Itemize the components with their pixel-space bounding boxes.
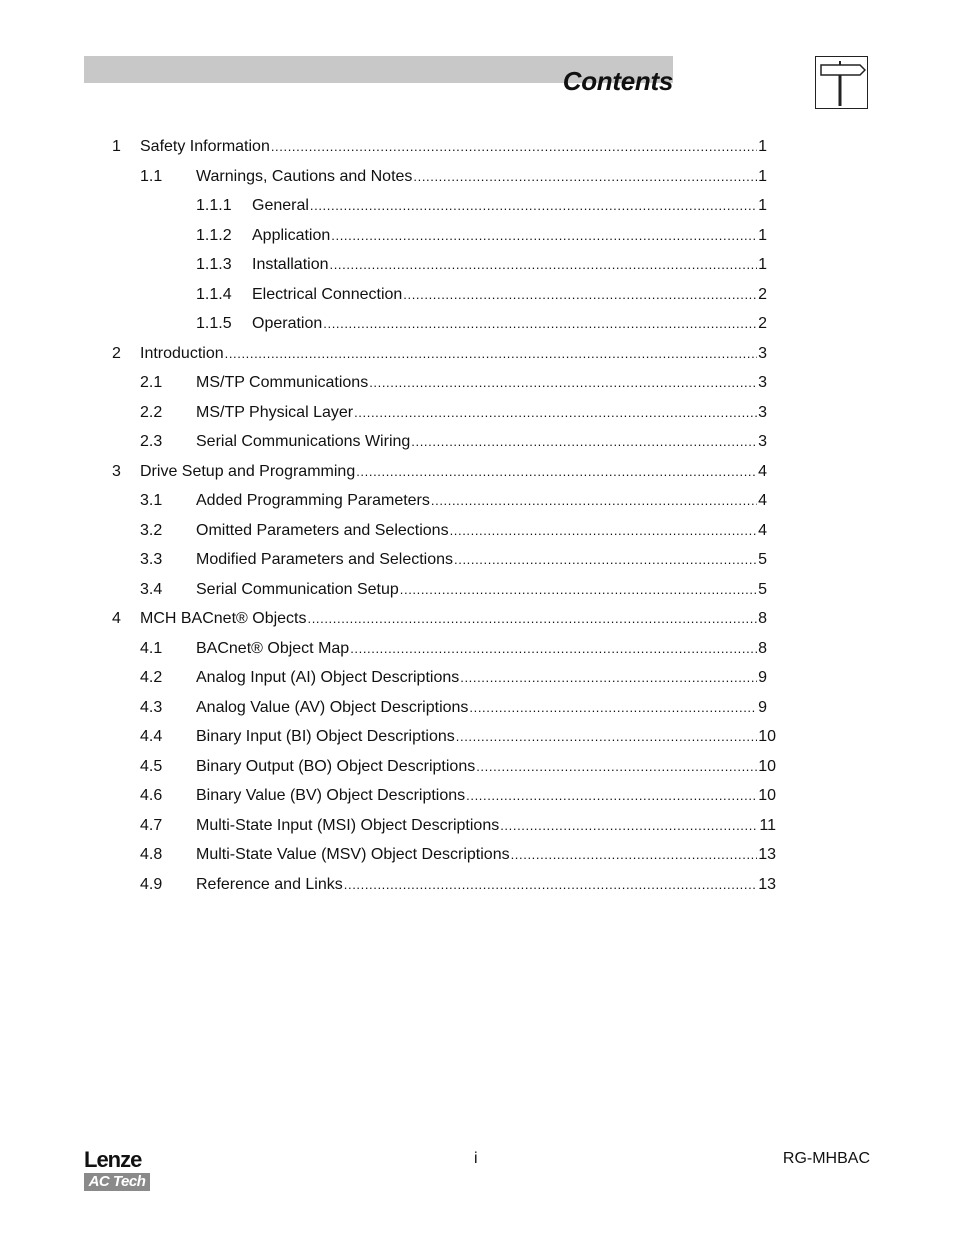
toc-number: 4.1 (140, 639, 163, 657)
toc-title: Analog Value (AV) Object Descriptions (196, 698, 469, 716)
toc-page-number: 13 (758, 846, 776, 863)
toc-leader-dots (308, 606, 758, 632)
toc-entry (252, 223, 767, 249)
toc-title: Omitted Parameters and Selections (196, 521, 449, 539)
toc-row[interactable] (0, 370, 954, 396)
toc-row[interactable] (0, 636, 954, 662)
toc-number: 4.8 (140, 846, 163, 863)
toc-title: Modified Parameters and Selections (196, 551, 454, 568)
toc-entry (196, 400, 767, 426)
toc-number: 1.1.1 (196, 197, 232, 214)
toc-number: 4.5 (140, 757, 163, 775)
toc-title: Application (252, 226, 331, 244)
toc-title: Binary Input (BI) Object Descriptions (196, 728, 455, 745)
toc-number: 1.1.2 (196, 226, 232, 244)
toc-leader-dots (466, 783, 757, 809)
toc-leader-dots (511, 842, 758, 868)
toc-entry (196, 724, 776, 750)
toc-entry (196, 518, 767, 544)
toc-number: 3.3 (140, 551, 163, 568)
toc-row[interactable] (0, 695, 954, 721)
toc-entry (252, 193, 767, 219)
toc-row[interactable] (0, 459, 954, 485)
toc-number: 3.4 (140, 580, 163, 598)
toc-leader-dots (271, 134, 757, 160)
toc-leader-dots (456, 724, 757, 750)
toc-leader-dots (403, 282, 757, 308)
toc-entry (196, 813, 776, 839)
toc-number: 4.7 (140, 816, 163, 834)
toc-row[interactable] (0, 754, 954, 780)
signpost-icon (815, 56, 868, 109)
toc-leader-dots (413, 164, 757, 190)
toc-page-number: 4 (758, 462, 767, 480)
page-number: i (474, 1150, 478, 1167)
toc-leader-dots (310, 193, 757, 219)
toc-title: Multi-State Input (MSI) Object Descriptions (196, 816, 500, 834)
toc-title: Drive Setup and Programming (140, 462, 356, 480)
toc-leader-dots (369, 370, 757, 396)
toc-page-number: 4 (758, 492, 767, 509)
toc-page-number: 5 (758, 551, 767, 568)
toc-leader-dots (476, 754, 757, 780)
toc-entry (140, 341, 767, 367)
toc-row[interactable] (0, 252, 954, 278)
toc-row[interactable] (0, 488, 954, 514)
toc-row[interactable] (0, 665, 954, 691)
toc-page-number: 4 (758, 521, 767, 539)
toc-entry (196, 636, 767, 662)
toc-row[interactable] (0, 547, 954, 573)
toc-page-number: 9 (758, 698, 767, 716)
toc-leader-dots (454, 547, 757, 573)
toc-title: MCH BACnet® Objects (140, 610, 307, 627)
toc-number: 1.1.4 (196, 285, 232, 303)
page-title: Contents (562, 66, 673, 96)
toc-number: 1.1 (140, 167, 163, 185)
toc-number: 4.6 (140, 787, 163, 804)
toc-page-number: 3 (758, 344, 767, 362)
toc-row[interactable] (0, 282, 954, 308)
toc-page-number: 2 (758, 285, 767, 303)
toc-title: Operation (252, 315, 323, 332)
toc-entry (196, 665, 767, 691)
toc-number: 1 (112, 138, 121, 155)
toc-leader-dots (500, 813, 758, 839)
toc-leader-dots (450, 518, 758, 544)
toc-page-number: 5 (758, 580, 767, 598)
toc-page-number: 8 (758, 639, 767, 657)
toc-page-number: 3 (758, 403, 767, 421)
toc-leader-dots (344, 872, 757, 898)
toc-row[interactable] (0, 193, 954, 219)
toc-entry (252, 311, 767, 337)
toc-title: MS/TP Physical Layer (196, 403, 354, 421)
toc-row[interactable] (0, 134, 954, 160)
toc-row[interactable] (0, 606, 954, 632)
toc-title: Safety Information (140, 138, 270, 155)
toc-number: 2 (112, 344, 121, 362)
toc-page-number: 10 (758, 757, 776, 775)
toc-leader-dots (331, 223, 757, 249)
toc-title: Binary Output (BO) Object Descriptions (196, 757, 476, 775)
toc-row[interactable] (0, 518, 954, 544)
toc-entry (196, 842, 776, 868)
toc-title: Introduction (140, 344, 224, 362)
toc-row[interactable] (0, 429, 954, 455)
toc-entry (252, 282, 767, 308)
toc-leader-dots (400, 577, 757, 603)
toc-leader-dots (350, 636, 757, 662)
toc-leader-dots (323, 311, 757, 337)
toc-entry (196, 164, 767, 190)
toc-title: Warnings, Cautions and Notes (196, 167, 413, 185)
toc-title: General (252, 197, 309, 214)
toc-leader-dots (411, 429, 757, 455)
toc-entry (252, 252, 767, 278)
toc-number: 3.2 (140, 521, 163, 539)
toc-entry (196, 488, 767, 514)
toc-title: Added Programming Parameters (196, 492, 430, 509)
toc-number: 1.1.3 (196, 256, 232, 273)
toc-entry (140, 459, 767, 485)
toc-row[interactable] (0, 813, 954, 839)
toc-entry (196, 547, 767, 573)
toc-leader-dots (460, 665, 757, 691)
toc-entry (196, 370, 767, 396)
toc-page-number: 1 (758, 256, 767, 273)
toc-page-number: 13 (758, 875, 776, 893)
logo-subbrand-text: AC Tech (84, 1173, 150, 1191)
toc-number: 2.1 (140, 374, 163, 391)
toc-leader-dots (469, 695, 757, 721)
toc-page-number: 3 (758, 374, 767, 391)
toc-page-number: 11 (759, 816, 776, 834)
toc-page-number: 8 (758, 610, 767, 627)
toc-row[interactable] (0, 311, 954, 337)
toc-entry (196, 429, 767, 455)
toc-entry (140, 606, 767, 632)
toc-row[interactable] (0, 400, 954, 426)
toc-page-number: 9 (758, 669, 767, 686)
toc-page-number: 2 (758, 315, 767, 332)
toc-leader-dots (225, 341, 757, 367)
toc-entry (196, 872, 776, 898)
toc-row[interactable] (0, 164, 954, 190)
toc-number: 3 (112, 462, 121, 480)
toc-page-number: 1 (758, 226, 767, 244)
toc-title: MS/TP Communications (196, 374, 369, 391)
toc-number: 2.3 (140, 433, 163, 450)
toc-number: 2.2 (140, 403, 163, 421)
toc-leader-dots (356, 459, 757, 485)
toc-row[interactable] (0, 842, 954, 868)
toc-row[interactable] (0, 783, 954, 809)
toc-page-number: 1 (758, 138, 767, 155)
toc-title: Multi-State Value (MSV) Object Descriptions (196, 846, 510, 863)
toc-leader-dots (330, 252, 758, 278)
toc-title: Reference and Links (196, 875, 343, 893)
toc-entry (140, 134, 767, 160)
toc-title: Binary Value (BV) Object Descriptions (196, 787, 466, 804)
toc-page-number: 1 (758, 197, 767, 214)
lenze-ac-tech-logo (84, 1148, 152, 1194)
logo-brand-text: Lenze (84, 1147, 142, 1172)
toc-number: 1.1.5 (196, 315, 232, 332)
toc-number: 4 (112, 610, 121, 627)
toc-number: 4.2 (140, 669, 163, 686)
toc-row[interactable] (0, 577, 954, 603)
toc-entry (196, 695, 767, 721)
toc-number: 4.4 (140, 728, 163, 745)
toc-page-number: 1 (758, 167, 767, 185)
toc-leader-dots (354, 400, 757, 426)
toc-page-number: 10 (758, 787, 776, 804)
document-code: RG-MHBAC (782, 1150, 870, 1167)
toc-leader-dots (431, 488, 757, 514)
toc-page-number: 10 (758, 728, 776, 745)
toc-row[interactable] (0, 341, 954, 367)
toc-title: BACnet® Object Map (196, 639, 350, 657)
toc-entry (196, 754, 776, 780)
toc-entry (196, 577, 767, 603)
toc-title: Serial Communications Wiring (196, 433, 411, 450)
toc-number: 3.1 (140, 492, 163, 509)
toc-title: Electrical Connection (252, 285, 403, 303)
toc-number: 4.3 (140, 698, 163, 716)
toc-title: Installation (252, 256, 329, 273)
toc-row[interactable] (0, 223, 954, 249)
toc-row[interactable] (0, 724, 954, 750)
toc-number: 4.9 (140, 875, 163, 893)
toc-entry (196, 783, 776, 809)
toc-title: Analog Input (AI) Object Descriptions (196, 669, 460, 686)
toc-row[interactable] (0, 872, 954, 898)
toc-title: Serial Communication Setup (196, 580, 399, 598)
toc-page-number: 3 (758, 433, 767, 450)
